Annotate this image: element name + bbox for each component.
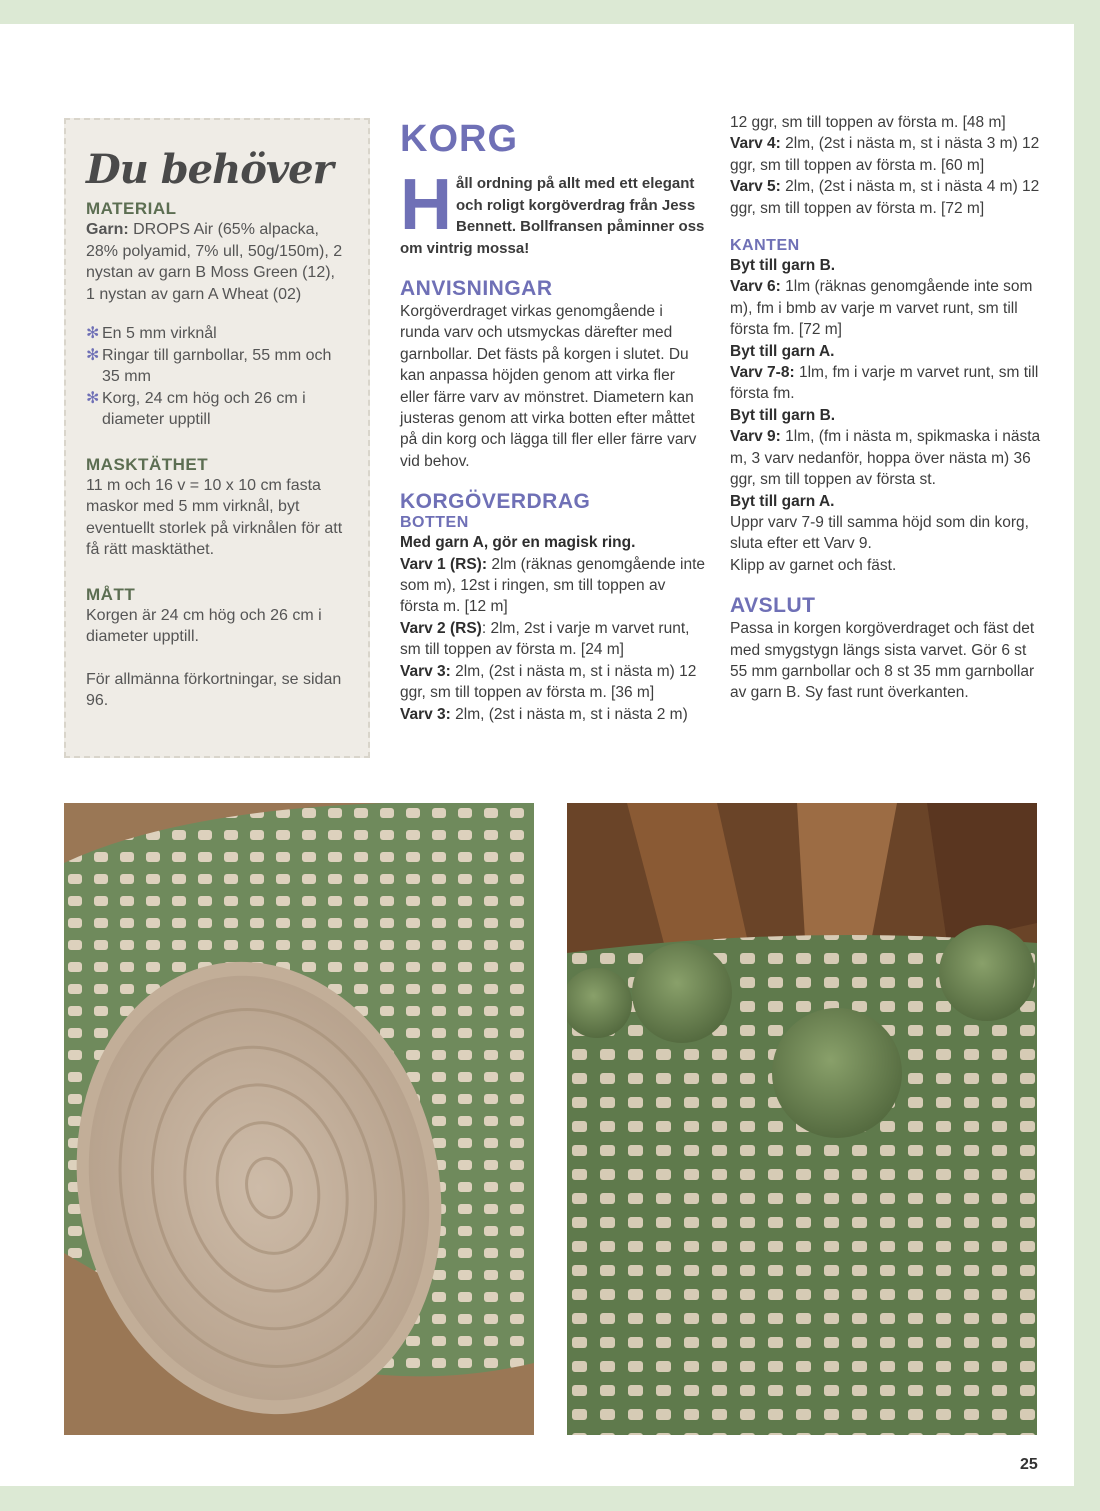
material-heading: MATERIAL — [86, 199, 177, 218]
list-item: ✻ Ringar till garnbollar, 55 mm och 35 mm — [86, 345, 348, 388]
basket-pompom-photo — [567, 803, 1037, 1435]
botten-intro: Med garn A, gör en magisk ring. — [400, 534, 636, 552]
sidebar-title: Du behöver — [86, 146, 333, 193]
kanten-line: Byt till garn B. — [730, 406, 836, 424]
drop-cap: H — [400, 165, 452, 245]
page-number: 25 — [1020, 1456, 1038, 1473]
kanten-line: Varv 7-8: 1lm, fm i varje m varvet runt, sm till första fm. — [730, 364, 1039, 403]
avslut-heading: AVSLUT — [730, 594, 816, 618]
gauge-heading: MASKTÄTHET — [86, 454, 209, 474]
overdrag-heading: KORGÖVERDRAG — [400, 490, 591, 514]
list-item: ✻ Korg, 24 cm hög och 26 cm i diameter upptill — [86, 388, 348, 431]
material-text — [86, 219, 348, 305]
pattern-column-1 — [400, 118, 705, 725]
row-instruction: Varv 3: 2lm, (2st i nästa m, st i nästa 2 m) — [400, 705, 688, 723]
material-list — [86, 323, 348, 431]
kanten-line: Varv 9: 1lm, (fm i nästa m, spikmaska i nästa m, 3 varv nedanför, hoppa över nästa m) 36 ggr, sm till toppen av första st. — [730, 428, 1041, 489]
avslut-text: Passa in korgen korgöverdraget och fäst det med smygstygn längs sista varvet. Gör 6 st 55 mm garnbollar och 8 st 35 mm garnbollar av garn B. Sy fast runt överkanten. — [730, 620, 1035, 702]
basket-bottom-photo — [64, 803, 534, 1435]
asterisk-icon: ✻ — [86, 346, 100, 364]
size-heading: MÅTT — [86, 584, 136, 604]
kanten-tail: Uppr varv 7-9 till samma höjd som din korg, sluta efter ett Varv 9. — [730, 513, 1029, 553]
row-instruction: Varv 1 (RS): 2lm (räknas genomgående inte som m), 12st i ringen, sm till toppen av första m. [12 m] — [400, 555, 706, 616]
pattern-title: KORG — [400, 118, 518, 160]
abbreviations-note: För allmänna förkortningar, se sidan 96. — [86, 670, 342, 709]
anvisningar-text: Korgöverdraget virkas genomgående i runda varv och utsmyckas därefter med garnbollar. Det fästs på korgen i slutet. Du kan anpassa höjden genom att virka fler eller färre varv av mönstret. Diametern kan justeras genom att virka botten efter måttet på din korg och lägga till fler eller färre varv vid behov. — [400, 303, 697, 470]
asterisk-icon: ✻ — [86, 325, 100, 342]
kanten-line: Byt till garn A. — [730, 492, 835, 510]
garn-text: DROPS Air (65% alpacka, 28% polyamid, 7% ull, 50g/150m), 2 nystan av garn B Moss Green (12), 1 nystan av garn A Wheat (02) — [86, 221, 343, 303]
pattern-column-2 — [730, 112, 1045, 704]
intro-text: Håll ordning på allt med ett elegant och roligt korgöverdrag från Jess Bennett. Bollfransen påminner oss om vintrig mossa! — [400, 165, 705, 257]
gauge-text: 11 m och 16 v = 10 x 10 cm fasta maskor med 5 mm virknål, byt eventuellt storlek på virknålen för att få rätt masktäthet. — [86, 476, 343, 558]
materials-sidebar — [64, 118, 370, 758]
kanten-line: Varv 6: 1lm (räknas genomgående inte som m), fm i bmb av varje m varvet runt, sm till första fm. [72 m] — [730, 278, 1033, 339]
size-section — [86, 585, 348, 712]
row-instruction: Varv 3: 2lm, (2st i nästa m, st i nästa m) 12 ggr, sm till toppen av första m. [36 m] — [400, 662, 697, 702]
row-instruction: Varv 2 (RS): 2lm, 2st i varje m varvet runt, sm till toppen av första m. [24 m] — [400, 619, 690, 659]
row-continuation: 12 ggr, sm till toppen av första m. [48 m] — [730, 114, 1006, 131]
gauge-section — [86, 455, 348, 561]
asterisk-icon: ✻ — [86, 389, 100, 407]
basket-pompom-illustration — [567, 803, 1037, 1435]
kanten-line: Byt till garn B. — [730, 257, 836, 275]
kanten-line: Byt till garn A. — [730, 342, 835, 360]
size-text: Korgen är 24 cm hög och 26 cm i diameter upptill. — [86, 606, 322, 645]
row-instruction: Varv 5: 2lm, (2st i nästa m, st i nästa 4 m) 12 ggr, sm till toppen av första m. [72 m] — [730, 178, 1040, 217]
kanten-heading: KANTEN — [730, 237, 800, 255]
basket-bottom-illustration — [64, 803, 534, 1435]
botten-heading: BOTTEN — [400, 514, 469, 532]
list-item: ✻ En 5 mm virknål — [86, 323, 348, 345]
anvisningar-heading: ANVISNINGAR — [400, 277, 553, 300]
kanten-tail-2: Klipp av garnet och fäst. — [730, 556, 897, 574]
garn-label: Garn: — [86, 221, 129, 238]
row-instruction: Varv 4: 2lm, (2st i nästa m, st i nästa 3 m) 12 ggr, sm till toppen av första m. [60 m] — [730, 135, 1040, 174]
